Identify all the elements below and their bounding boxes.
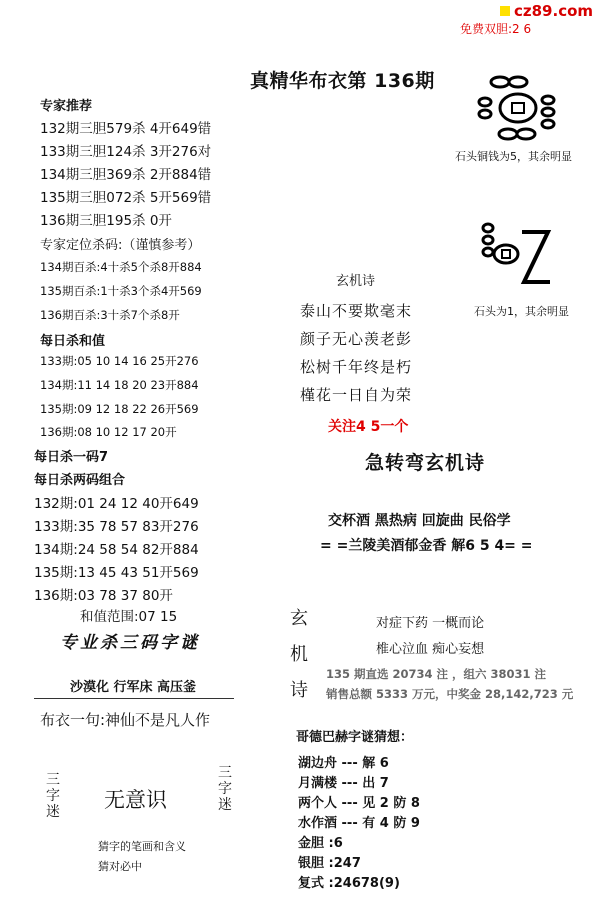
poem-line: 松树千年终是朽	[300, 358, 413, 376]
kill-two-line: 133期:35 78 57 83开276	[34, 519, 199, 535]
jizhuan-words: 交杯酒 黑热病 回旋曲 民俗学	[328, 513, 511, 529]
xuanji-char: 诗	[290, 680, 308, 701]
stone-caption-1: 石头铜钱为5，其余明显	[455, 150, 572, 163]
position-kill-line: 134期百杀:4十杀5个杀8开884	[40, 260, 202, 274]
goldbach-line: 两个人 --- 见 2 防 8	[298, 796, 420, 811]
stats-line: 135 期直选 20734 注 ，组六 38031 注	[326, 667, 547, 681]
site-logo	[500, 0, 600, 22]
poem-heading: 玄机诗	[336, 274, 376, 289]
expert-line: 136期三胆195杀 0开	[40, 213, 172, 229]
sum-range: 和值范围:07 15	[80, 609, 178, 625]
stone-coin-drawing-1	[470, 70, 570, 145]
sum-kill-line: 133期:05 10 14 16 25开276	[40, 354, 199, 368]
goldbach-heading: 哥德巴赫字谜猜想：	[296, 730, 414, 745]
logo-text: cz89.com	[514, 2, 594, 20]
buyi-sentence: 布衣一句:神仙不是凡人作	[40, 711, 211, 729]
stone-coin-drawing-2	[474, 218, 564, 296]
sum-kill-line: 135期:09 12 18 22 26开569	[40, 402, 199, 416]
goldbach-line: 复式 :24678(9)	[298, 876, 400, 891]
stone-caption-2: 石头为1，其余明显	[474, 305, 569, 318]
jizhuan-title: 急转弯玄机诗	[365, 452, 486, 474]
stats-line: 销售总额 5333 万元，中奖金 28,142,723 元	[326, 687, 574, 701]
guess-note-1: 猜字的笔画和含义	[98, 840, 186, 853]
position-kill-heading: 专家定位杀码:（谨慎参考）	[40, 238, 201, 253]
kill-two-line: 136期:03 78 37 80开	[34, 588, 173, 604]
expert-line: 132期三胆579杀 4开649错	[40, 121, 212, 137]
xuanji-char: 玄	[290, 608, 308, 629]
goldbach-line: 月满楼 --- 出 7	[298, 776, 389, 791]
expert-line: 135期三胆072杀 5开569错	[40, 190, 212, 206]
page-title: 真精华布衣第 136期	[250, 70, 435, 92]
expert-heading: 专家推荐	[40, 99, 93, 114]
free-pair: 免费双胆:2 6	[460, 22, 532, 36]
expert-line: 133期三胆124杀 3开276对	[40, 144, 212, 160]
jizhuan-answer: = =兰陵美酒郁金香 解6 5 4= =	[320, 538, 533, 554]
guess-note-2: 猜对必中	[98, 860, 142, 873]
poem-line: 槿花一日自为荣	[300, 386, 413, 404]
san-zi-mi-left: 三字迷	[46, 772, 60, 820]
riddle-title: 专业杀三码字谜	[60, 633, 200, 653]
focus-note: 关注4 5一个	[328, 419, 409, 435]
poem-line: 泰山不要欺毫末	[300, 302, 413, 320]
kill-two-line: 134期:24 58 54 82开884	[34, 542, 199, 558]
logo-square-icon	[500, 6, 510, 16]
divider	[34, 698, 234, 699]
riddle-words: 沙漠化 行军床 高压釜	[70, 680, 197, 695]
sum-kill-heading: 每日杀和值	[40, 334, 106, 349]
wu-yi-shi: 无意识	[104, 788, 167, 812]
goldbach-line: 金胆 :6	[298, 836, 343, 851]
goldbach-line: 水作酒 --- 有 4 防 9	[298, 816, 420, 831]
kill-two-line: 135期:13 45 43 51开569	[34, 565, 199, 581]
goldbach-line: 湖边舟 --- 解 6	[298, 756, 389, 771]
goldbach-line: 银胆 :247	[298, 856, 361, 871]
kill-one: 每日杀一码7	[34, 450, 109, 465]
sum-kill-line: 134期:11 14 18 20 23开884	[40, 378, 199, 392]
poem-line: 颜子无心羡老彭	[300, 330, 413, 348]
sum-kill-line: 136期:08 10 12 17 20开	[40, 425, 177, 439]
position-kill-line: 136期百杀:3十杀7个杀8开	[40, 308, 180, 322]
xuanji-char: 机	[290, 644, 308, 665]
xuanji-line: 椎心泣血 痴心妄想	[376, 642, 485, 657]
kill-two-heading: 每日杀两码组合	[34, 473, 126, 488]
xuanji-line: 对症下药 一概而论	[376, 616, 485, 631]
san-zi-mi-right: 三字迷	[218, 765, 232, 813]
expert-line: 134期三胆369杀 2开884错	[40, 167, 212, 183]
kill-two-line: 132期:01 24 12 40开649	[34, 496, 199, 512]
position-kill-line: 135期百杀:1十杀3个杀4开569	[40, 284, 202, 298]
